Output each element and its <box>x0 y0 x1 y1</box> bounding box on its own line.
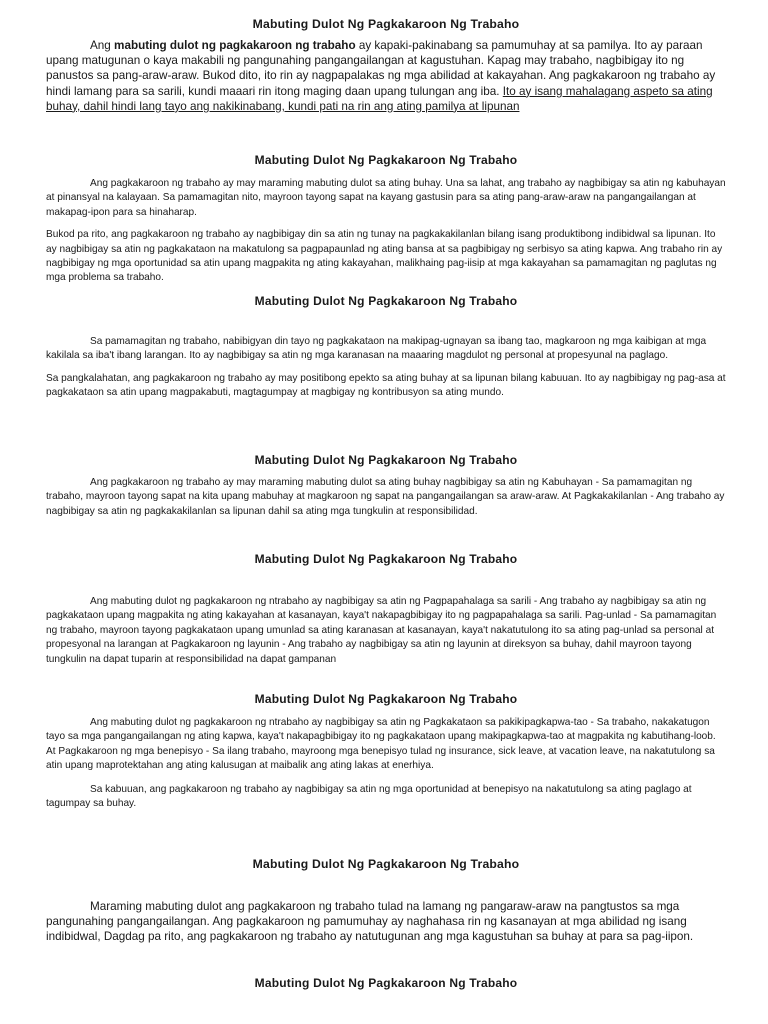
section-title: Mabuting Dulot Ng Pagkakaroon Ng Trabaho <box>254 692 518 706</box>
section-title: Mabuting Dulot Ng Pagkakaroon Ng Trabaho <box>254 153 518 167</box>
section-paragraph: Sa pamamagitan ng trabaho, nabibigyan din tayo ng pagkakataon na makipag-ugnayan sa ibang tao, magkaroon ng mga kaibigan at mga kakilala sa iba't ibang larangan. Ito ay nagbibigay sa atin ng mga karanasan na maaaring magdulot ng personal at propesyunal na paglago. <box>46 336 707 362</box>
section-title: Mabuting Dulot Ng Pagkakaroon Ng Trabaho <box>254 976 518 990</box>
section-paragraph: Maraming mabuting dulot ang pagkakaroon ng trabaho tulad na lamang ng pangaraw-araw na pangtustos sa mga pangunahing pangangailangan. Ang pagkakaroon ng pamumuhay ay naghahasa rin ng kasanayan at mga abilidad ng isang indibidwal, Dagdag pa rito, ang pagkakaroon ng trabaho ay natutugunan ang mga kagustuhan sa buhay at para sa pag-iipon. <box>46 900 694 944</box>
underlined-sentence: Ito ay isang mahalagang aspeto sa ating buhay, dahil hindi lang tayo ang nakikinabang, kundi pati na rin ang ating pamilya at lipunan <box>46 84 713 113</box>
essay-section-1 <box>46 17 726 114</box>
essay-section-5 <box>46 552 726 667</box>
essay-section-6 <box>46 692 726 811</box>
bold-phrase: mabuting dulot ng pagkakaroon ng trabaho <box>114 39 356 52</box>
essay-section-3 <box>46 294 726 401</box>
section-paragraph: Sa pangkalahatan, ang pagkakaroon ng trabaho ay may positibong epekto sa ating buhay at sa lipunan bilang kabuuan. Ito ay nagbibigay ng pag-asa at pagkakataon sa atin upang magpakabuti, magtagumpay at magbigay ng kontribusyon sa ating mundo. <box>46 372 726 399</box>
section-paragraph: Ang pagkakaroon ng trabaho ay may maraming mabuting dulot sa ating buhay nagbibigay sa atin ng Kabuhayan - Sa pamamagitan ng trabaho, mayroon tayong sapat na kita upang mabuhay at magkaroon ng sapat na pangangailangan sa araw-araw. At Pagkakakilanlan - Ang trabaho ay nagbibigay sa atin ng pagkakakilanlan sa lipunan dahil sa ating mga tungkulin at responsibilidad. <box>46 477 725 517</box>
section-title: Mabuting Dulot Ng Pagkakaroon Ng Trabaho <box>252 857 520 871</box>
section-paragraph: Sa kabuuan, ang pagkakaroon ng trabaho ay nagbibigay sa atin ng mga oportunidad at benepisyo na nakatutulong sa ating paglago at tagumpay sa buhay. <box>46 783 692 810</box>
essay-section-7 <box>46 857 726 945</box>
section-paragraph: Ang mabuting dulot ng pagkakaroon ng ntrabaho ay nagbibigay sa atin ng Pagpapahalaga sa sarili - Ang trabaho ay nagbibigay sa atin ng pagkakataon upang magpakita ng ating kakayahan at kasanayan, kaya't nakapagbibigay ito ng pagpapahalaga sa sarili. Pag-unlad - Sa pamamagitan ng trabaho, mayroon tayong pagkakataon upang umunlad sa ating karanasan at kasanayan, kaya't nakatutulong ito sa ating pag-unlad sa personal at propesyonal na larangan at Pagkakaroon ng layunin - Ang trabaho ay nagbibigay sa atin ng layunin at direksyon sa buhay, dahil mayroon tayong tungkulin na dapat tuparin at responsibilidad na dapat gampanan <box>46 596 717 665</box>
section-paragraph: Ang mabuting dulot ng pagkakaroon ng ntrabaho ay nagbibigay sa atin ng Pagkakataon sa pakikipagkapwa-tao - Sa trabaho, nakakatugon tayo sa mga pangangailangan ng ating kapwa, kaya't nakapagbibigay ito ng pagkakataon upang makipagkapwa-tao at magpakita ng kabutihang-loob. At Pagkakaroon ng mga benepisyo - Sa ilang trabaho, mayroong mga benepisyo tulad ng insurance, sick leave, at vacation leave, na nakatutulong sa atin upang maprotektahan ang ating kalusugan at maibalik ang ating lakas at enerhiya. <box>46 717 716 772</box>
section-title: Mabuting Dulot Ng Pagkakaroon Ng Trabaho <box>252 17 520 31</box>
section-paragraph: Ang pagkakaroon ng trabaho ay may maraming mabuting dulot sa ating buhay. Una sa lahat, ang trabaho ay nagbibigay sa atin ng kabuhayan at pinansyal na kalayaan. Sa pamamagitan nito, mayroon tayong sapat na kayang gastusin para sa ating pang-araw-araw na pangangailangan at makapag-ipon para sa hinaharap. <box>46 178 726 218</box>
essay-section-4 <box>46 453 726 519</box>
section-title: Mabuting Dulot Ng Pagkakaroon Ng Trabaho <box>254 552 518 566</box>
section-paragraph: Bukod pa rito, ang pagkakaroon ng trabaho ay nagbibigay din sa atin ng tunay na pagkakakilanlan bilang isang produktibong indibidwal sa lipunan. Ito ay nagbibigay sa atin ng pagkakataon na makatulong sa pagpapaunlad ng ating bansa at sa pagbibigay ng serbisyo sa ating kapwa. Ang trabaho rin ay nagbibigay ng mga oportunidad sa atin upang magpakita ng ating kakayahan, malikhaing pag-iisip at mga kakayahan sa pamamagitan ng paglutas ng mga problema sa trabaho. <box>46 229 723 284</box>
essay-section-8 <box>46 976 726 990</box>
section-paragraph: Ang mabuting dulot ng pagkakaroon ng trabaho ay kapaki-pakinabang sa pamumuhay at sa pamilya. Ito ay paraan upang matugunan o kaya makabili ng pangunahing pangangailangan at kagustuhan. Kapag may trabaho, nagbibigay ito ng panustos sa pang-araw-araw. Bukod dito, ito rin ay nagpapalakas ng mga abilidad at kakayahan. Ang pagkakaroon ng trabaho ay hindi lamang para sa sarili, kundi maaari rin itong maging daan upang tulungan ang iba. Ito ay isang mahalagang aspeto sa ating buhay, dahil hindi lang tayo ang nakikinabang, kundi pati na rin ang ating pamilya at lipunan <box>46 39 716 113</box>
section-title: Mabuting Dulot Ng Pagkakaroon Ng Trabaho <box>254 294 518 308</box>
section-title: Mabuting Dulot Ng Pagkakaroon Ng Trabaho <box>254 453 518 467</box>
essay-section-2 <box>46 153 726 286</box>
